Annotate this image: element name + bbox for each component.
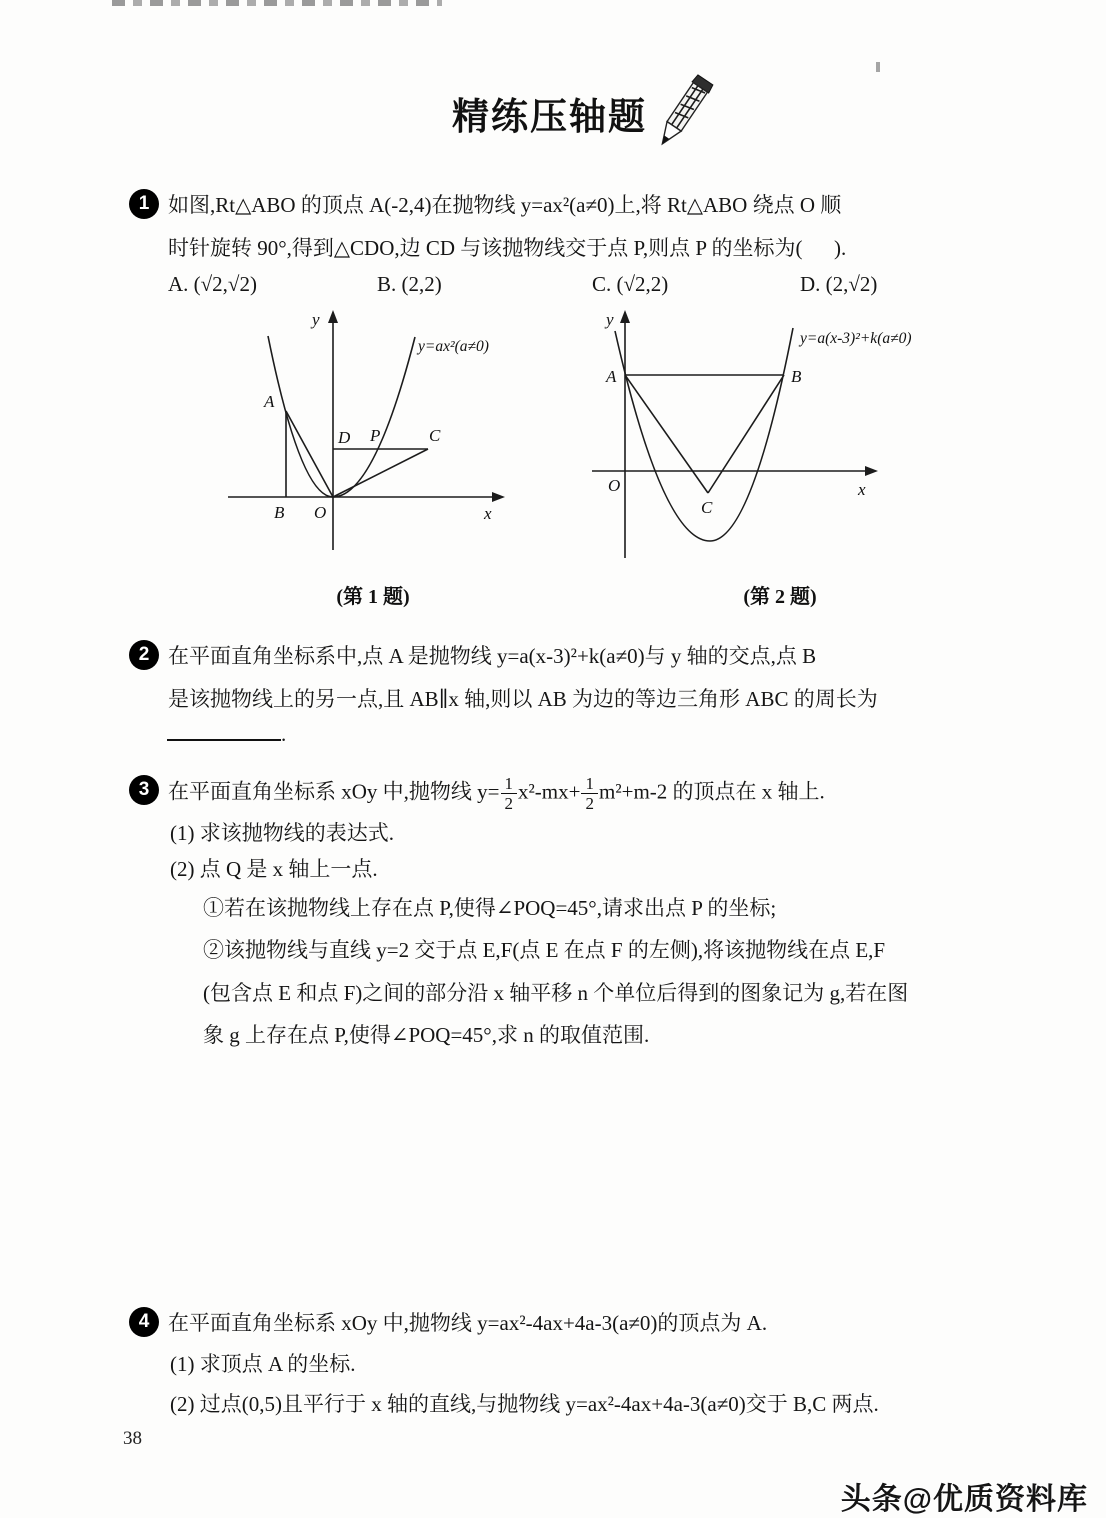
point-label-B: B (791, 367, 802, 386)
point-label-C: C (429, 426, 441, 445)
y-axis-label: y (606, 310, 614, 329)
p3-sub-2a: ②该抛物线与直线 y=2 交于点 E,F(点 E 在点 F 的左侧),将该抛物线在点 E,F (203, 938, 886, 962)
curve-equation-label: y=ax²(a≠0) (418, 338, 489, 355)
p4-item-1: (1) 求顶点 A 的坐标. (170, 1352, 356, 1376)
p3-sub-2b: (包含点 E 和点 F)之间的部分沿 x 轴平移 n 个单位后得到的图象记为 g,若在图 (203, 981, 909, 1005)
answer-blank (167, 716, 281, 741)
figure-2-caption: (第 2 题) (743, 586, 817, 608)
point-label-O: O (608, 476, 621, 495)
figure-1-caption: (第 1 题) (336, 586, 410, 608)
y-axis-label: y (312, 310, 320, 329)
p1-line-1: 如图,Rt△ABO 的顶点 A(-2,4)在抛物线 y=ax²(a≠0)上,将 Rt△ABO 绕点 O 顺 (168, 193, 842, 217)
p4-item-2: (2) 过点(0,5)且平行于 x 轴的直线,与抛物线 y=ax²-4ax+4a-3(a≠0)交于 B,C 两点. (170, 1392, 879, 1416)
point-label-C: C (701, 498, 713, 517)
p1-line-2: 时针旋转 90°,得到△CDO,边 CD 与该抛物线交于点 P,则点 P 的坐标为( ). (168, 236, 847, 260)
point-label-A: A (606, 367, 617, 386)
fraction-one-half: $\frac{1}{2}$ (580, 775, 599, 812)
y-axis-arrow (328, 310, 338, 323)
p1-option-b: B. (2,2) (377, 272, 442, 296)
p3-line-1 (168, 775, 825, 812)
p3-item-1: (1) 求该抛物线的表达式. (170, 821, 394, 845)
p1-option-d: D. (2,√2) (800, 272, 878, 296)
figure-problem-1 (208, 303, 538, 571)
segment-OC (333, 449, 428, 497)
segment-AO (286, 411, 333, 497)
p3-line1-text-a: 在平面直角坐标系 xOy 中,抛物线 y= (168, 779, 500, 804)
p3-item-2: (2) 点 Q 是 x 轴上一点. (170, 857, 378, 881)
problem-2-number: 2 (129, 640, 159, 670)
x-axis-arrow (492, 492, 505, 502)
segment-BC (708, 375, 784, 493)
pencil-icon (642, 62, 728, 162)
problem-3-number: 3 (129, 775, 159, 805)
parabola-curve (268, 336, 415, 497)
p3-line1-text-c: m²+m-2 的顶点在 x 轴上. (598, 779, 825, 804)
x-axis-label: x (858, 480, 866, 499)
p1-option-a: A. (√2,√2) (168, 272, 257, 296)
p3-sub-2c: 象 g 上存在点 P,使得∠POQ=45°,求 n 的取值范围. (203, 1023, 650, 1047)
p3-line1-text-b: x²-mx+ (518, 779, 581, 804)
problem-4-number: 4 (129, 1307, 159, 1337)
problem-1-number: 1 (129, 189, 159, 219)
point-label-A: A (264, 392, 275, 411)
watermark: 头条@优质资料库 (840, 1483, 1088, 1516)
page-title: 精练压轴题 (452, 96, 647, 137)
p2-line-2: 是该抛物线上的另一点,且 AB∥x 轴,则以 AB 为边的等边三角形 ABC 的周长为 (168, 687, 878, 711)
segment-AC (625, 375, 708, 493)
p2-blank-period: . (281, 722, 287, 747)
figure-problem-2 (580, 303, 980, 571)
p2-answer-line (167, 716, 286, 749)
scan-artifact (876, 62, 880, 72)
point-label-D: D (338, 428, 351, 447)
fraction-one-half: $\frac{1}{2}$ (500, 775, 519, 812)
point-label-B: B (274, 503, 285, 522)
x-axis-arrow (865, 466, 878, 476)
p2-line-1: 在平面直角坐标系中,点 A 是抛物线 y=a(x-3)²+k(a≠0)与 y 轴的交点,点 B (168, 644, 817, 668)
x-axis-label: x (484, 504, 492, 523)
page-number: 38 (123, 1428, 142, 1449)
curve-equation-label: y=a(x-3)²+k(a≠0) (800, 330, 912, 347)
p3-sub-1: ①若在该抛物线上存在点 P,使得∠POQ=45°,请求出点 P 的坐标; (203, 896, 777, 920)
cropped-top-text (112, 0, 442, 6)
p1-option-c: C. (√2,2) (592, 272, 669, 296)
point-label-P: P (370, 426, 381, 445)
y-axis-arrow (620, 310, 630, 323)
p4-line-1: 在平面直角坐标系 xOy 中,抛物线 y=ax²-4ax+4a-3(a≠0)的顶点为 A. (168, 1311, 768, 1335)
point-label-O: O (314, 503, 327, 522)
